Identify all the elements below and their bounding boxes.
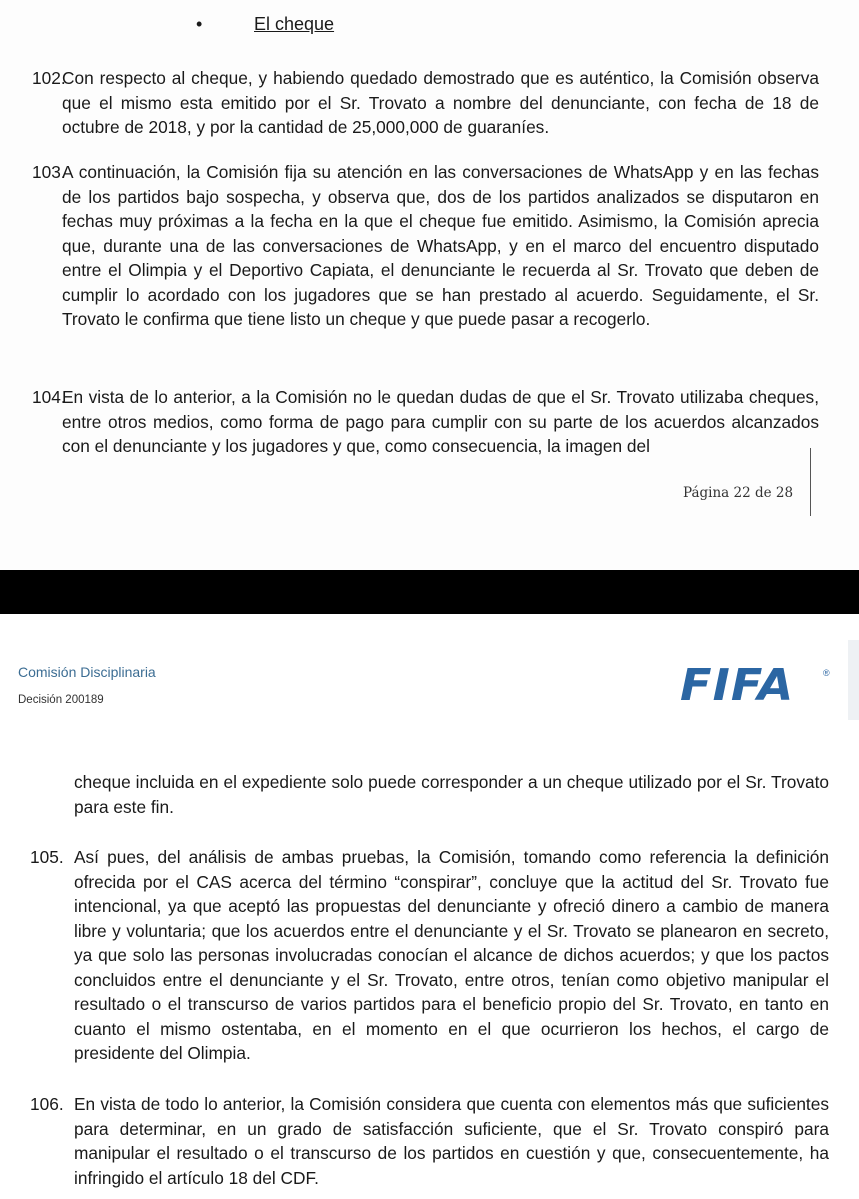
paragraph-text: cheque incluida en el expediente solo puede corresponder a un cheque utilizado por el Sr. Trovato para este fin. (74, 772, 829, 817)
bullet-marker: • (196, 14, 203, 34)
section-heading-text: El cheque (254, 14, 335, 34)
header-subtitle: Decisión 200189 (18, 694, 104, 706)
scan-edge-shade (848, 640, 859, 720)
paragraph-number: 102. (32, 68, 66, 88)
paragraph-number: 103. (32, 162, 66, 182)
fifa-logo: FIFA (680, 660, 795, 711)
registered-mark: ® (823, 668, 830, 678)
paragraph-105 (30, 845, 829, 1066)
paragraph-number: 105. (30, 847, 64, 867)
page-separator-band (0, 570, 859, 614)
paragraph-104 (32, 385, 819, 459)
page-margin-line (810, 448, 811, 516)
header-title: Comisión Disciplinaria (18, 664, 156, 680)
paragraph-number: 104. (32, 387, 66, 407)
paragraph-text: A continuación, la Comisión fija su atención en las conversaciones de WhatsApp y en las fechas de los partidos bajo sospecha, y observa que, dos de los partidos analizados se disputaron en fechas muy próximas a la fecha en la que el cheque fue emitido. Asimismo, la Comisión aprecia que, durante una de las conversaciones de WhatsApp, y en el marco del encuentro disputado entre el Olimpia y el Deportivo Capiata, el denunciante le recuerda al Sr. Trovato que deben de cumplir lo acordado con los jugadores que se han prestado al acuerdo. Seguidamente, el Sr. Trovato le confirma que tiene listo un cheque y que puede pasar a recogerlo. (62, 162, 819, 329)
paragraph-text: Así pues, del análisis de ambas pruebas, la Comisión, tomando como referencia la definición ofrecida por el CAS acerca del término “conspirar”, concluye que la actitud del Sr. Trovato fue intencional, ya que aceptó las propuestas del denunciante y ofreció dinero a cambio de manera libre y voluntaria; que los acuerdos entre el denunciante y el Sr. Trovato se planearon en secreto, ya que solo las personas involucradas conocían el alcance de dichos acuerdos; y que los pactos concluidos entre el denunciante y el Sr. Trovato, entre otros, tenían como objetivo manipular el resultado o el transcurso de varios partidos para el beneficio propio del Sr. Trovato, en tanto en cuanto el mismo ostentaba, en el momento en el que ocurrieron los hechos, el cargo de presidente del Olimpia. (74, 847, 829, 1063)
page-number: Página 22 de 28 (683, 485, 794, 501)
paragraph-text: En vista de lo anterior, a la Comisión no le quedan dudas de que el Sr. Trovato utilizaba cheques, entre otros medios, como forma de pago para cumplir con su parte de los acuerdos alcanzados con el denunciante y los jugadores y que, como consecuencia, la imagen del (62, 387, 819, 456)
paragraph-103 (32, 160, 819, 332)
paragraph-102 (32, 66, 819, 140)
paragraph-number: 106. (30, 1094, 64, 1114)
paragraph-106 (30, 1092, 829, 1190)
paragraph-104-continuation (74, 770, 829, 819)
paragraph-text: Con respecto al cheque, y habiendo quedado demostrado que es auténtico, la Comisión observa que el mismo esta emitido por el Sr. Trovato a nombre del denunciante, con fecha de 18 de octubre de 2018, y por la cantidad de 25,000,000 de guaraníes. (62, 68, 819, 137)
paragraph-text: En vista de todo lo anterior, la Comisión considera que cuenta con elementos más que suficientes para determinar, en un grado de satisfacción suficiente, que el Sr. Trovato conspiró para manipular el resultado o el transcurso de los partidos en cuestión y que, consecuentemente, ha infringido el artículo 18 del CDF. (74, 1094, 829, 1188)
